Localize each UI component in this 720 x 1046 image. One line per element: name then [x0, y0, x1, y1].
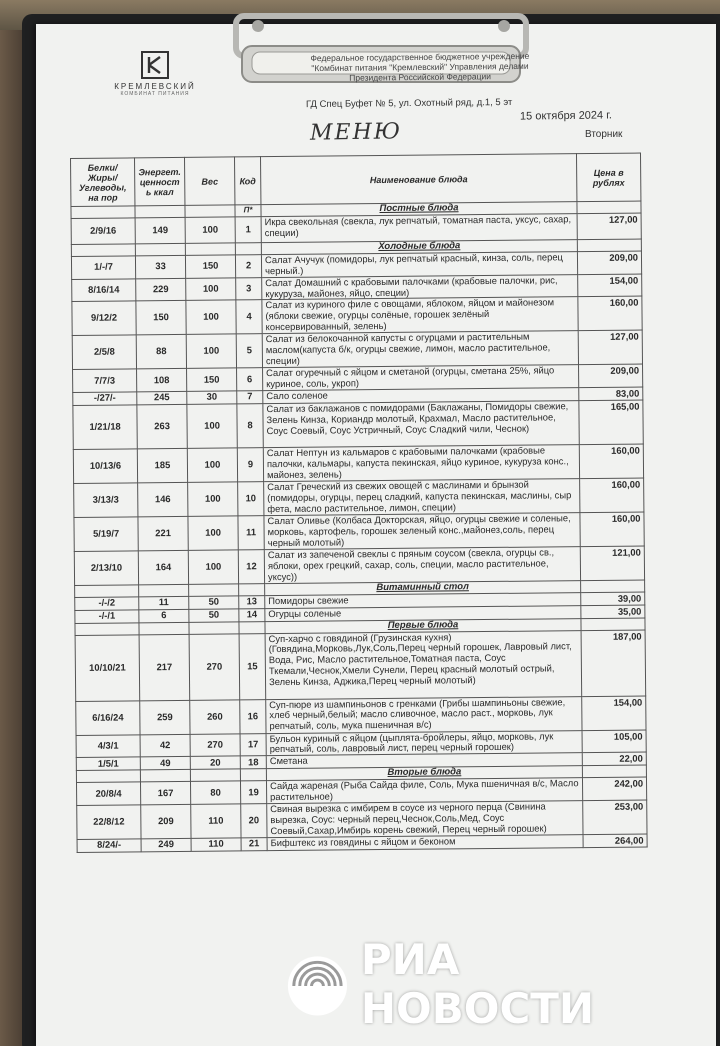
logo-subtitle: КОМБИНАТ ПИТАНИЯ	[120, 91, 190, 97]
weight-cell: 100	[187, 448, 237, 482]
logo-name: КРЕМЛЕВСКИЙ	[114, 82, 196, 91]
kcal-cell: 229	[136, 278, 186, 301]
weight-cell: 150	[185, 255, 235, 278]
bju-cell: 4/3/1	[76, 734, 140, 757]
price-cell: 127,00	[578, 330, 642, 364]
dish-name-cell: Салат из куриного филе с овощами, яблоком, яйцом и майонезом (яблоки свежие, огурцы солёные, горошек зелёный консервированный, зелень)	[262, 297, 578, 334]
bju-cell: -/-/1	[75, 610, 139, 624]
weight-cell: 150	[187, 368, 237, 391]
kcal-cell: 108	[137, 369, 187, 392]
weight-cell: 100	[187, 404, 237, 448]
weight-cell: 30	[187, 391, 237, 404]
weight-cell: 100	[186, 300, 236, 334]
price-cell: 22,00	[582, 752, 646, 766]
column-header-weight: Вес	[184, 157, 234, 205]
empty-cell	[135, 205, 185, 217]
code-cell: 4	[236, 300, 262, 334]
dish-name-cell: Сало соленое	[263, 388, 579, 404]
section-title: Вторые блюда	[266, 766, 582, 781]
kcal-cell: 245	[137, 391, 187, 404]
empty-cell	[139, 622, 189, 634]
bju-cell: 8/16/14	[72, 279, 136, 302]
dish-name-cell: Салат из запеченой свеклы с пряным соусом (свекла, огурцы св., яблоки, орех грецкий, сахар, соль, специи, масло растительное, уксус))	[264, 546, 580, 583]
org-line: "Комбинат питания "Кремлевский" Управления делами	[311, 60, 529, 74]
kcal-cell: 249	[141, 838, 191, 851]
price-cell: 187,00	[581, 630, 646, 697]
price-cell: 165,00	[579, 400, 643, 445]
code-cell: 12	[238, 550, 264, 584]
code-cell: 19	[240, 781, 266, 804]
empty-cell	[71, 206, 135, 219]
code-cell: 7	[237, 391, 263, 404]
code-cell: 18	[240, 756, 266, 769]
code-cell: 20	[241, 804, 267, 838]
bju-cell: 20/8/4	[76, 782, 140, 805]
bju-cell: -/-/2	[75, 597, 139, 611]
price-cell: 105,00	[582, 729, 646, 752]
section-title: Витаминный стол	[265, 580, 581, 595]
menu-weekday: Вторник	[585, 129, 623, 140]
empty-cell	[577, 239, 641, 252]
bju-cell: 22/8/12	[77, 805, 141, 840]
price-cell: 209,00	[579, 364, 643, 387]
kcal-cell: 164	[138, 550, 188, 584]
code-cell: 11	[238, 516, 264, 550]
empty-cell	[189, 584, 239, 596]
bju-cell: 8/24/-	[77, 839, 141, 853]
bju-cell: 1/-/7	[71, 256, 135, 279]
kcal-cell: 6	[139, 609, 189, 622]
empty-cell	[71, 244, 135, 257]
kremlevsky-logo	[95, 50, 215, 97]
code-cell: 15	[239, 633, 266, 699]
kcal-cell: 259	[140, 700, 190, 734]
dish-name-cell: Помидоры свежие	[265, 592, 581, 608]
kcal-cell: 42	[140, 734, 190, 757]
weight-cell: 100	[186, 334, 236, 368]
empty-cell	[135, 243, 185, 255]
code-cell: 8	[237, 404, 263, 448]
code-cell: 16	[240, 699, 266, 733]
kcal-cell: 88	[136, 335, 186, 369]
table-row	[74, 546, 644, 585]
column-header-price: Цена в рублях	[576, 153, 640, 202]
bju-cell: 1/21/18	[73, 405, 137, 450]
kcal-cell: 217	[139, 634, 190, 700]
table-header-row	[71, 153, 641, 206]
p-mark-cell	[240, 769, 266, 781]
dish-name-cell: Салат огуречный с яйцом и сметаной (огурцы, сметана 25%, яйцо куриное, соль, укроп)	[263, 365, 579, 391]
code-cell: 5	[236, 334, 262, 368]
weight-cell: 100	[185, 217, 235, 243]
dish-name-cell: Огурцы соленые	[265, 605, 581, 621]
empty-cell	[577, 201, 641, 214]
dish-name-cell: Суп-пюре из шампиньонов с гренками (Грибы шампиньоны свежие, хлеб черный,белый; масло сливочное, масло раст., морковь, лук репчатый, соль, мука пшеничная в/с)	[266, 696, 582, 733]
table-row	[72, 296, 642, 335]
weight-cell: 270	[190, 733, 240, 756]
price-cell: 121,00	[580, 546, 644, 581]
price-cell: 253,00	[583, 800, 647, 835]
bju-cell: 1/5/1	[76, 757, 140, 771]
p-mark-cell	[235, 243, 261, 255]
dish-name-cell: Икра свекольная (свекла, лук репчатый, томатная паста, уксус, сахар, специи)	[261, 214, 577, 243]
bju-cell: 10/10/21	[75, 634, 140, 701]
menu-table-body	[71, 201, 647, 852]
price-cell: 83,00	[579, 387, 643, 401]
dish-name-cell: Салат Греческий из свежих овощей с маслинами и брынзой (помидоры, огурцы, перец сладкий, капуста пекинская, маслины, сыр фета, масло растительное, лимон, специи)	[264, 478, 580, 515]
empty-cell	[75, 585, 139, 598]
empty-cell	[189, 621, 239, 633]
table-row	[72, 330, 642, 369]
bju-cell: -/27/-	[73, 392, 137, 406]
bju-cell: 7/7/3	[73, 369, 137, 392]
dish-name-cell: Суп-харчо с говядиной (Грузинская кухня) (Говядина,Морковь,Лук,Соль,Перец черный горошек, Лавровый лист, Вода, Рис, Масло растительное,Томатная паста, Соус Ткемали,Чеснок,Хмели Сунели, Перец красный молотый острый, Зелень Кинза, Аджика,Перец черный молотый)	[265, 630, 582, 699]
weight-cell: 110	[191, 838, 241, 851]
org-line: Президента Российской Федерации	[349, 71, 492, 83]
kcal-cell: 185	[137, 448, 187, 482]
code-cell: 6	[237, 368, 263, 391]
weight-cell: 110	[191, 804, 241, 838]
empty-cell	[139, 584, 189, 596]
organization-header	[280, 51, 560, 84]
column-header-bju: Белки/ Жиры/ Углеводы, на пор	[71, 158, 135, 207]
weight-cell: 100	[188, 516, 238, 550]
empty-cell	[185, 243, 235, 255]
code-cell: 3	[236, 277, 262, 300]
kcal-cell: 11	[139, 596, 189, 609]
dish-name-cell: Бульон куриный с яйцом (цыплята-бройлеры, яйцо, морковь, лук репчатый, соль, лавровый лист, перец черный горошек)	[266, 730, 582, 756]
weight-cell: 100	[188, 550, 238, 584]
dish-name-cell: Салат Ачучук (помидоры, лук репчатый красный, кинза, соль, перец черный.)	[261, 251, 577, 277]
dish-name-cell: Салат Домашний с крабовыми палочками (крабовые палочки, рис, кукуруза, майонез, яйцо, специи)	[262, 274, 578, 300]
kcal-cell: 263	[137, 404, 187, 448]
table-row	[76, 695, 646, 734]
code-cell: 2	[235, 254, 261, 277]
buffet-address: ГД Спец Буфет № 5, ул. Охотный ряд, д.1, 5 эт	[305, 96, 513, 111]
p-mark-cell	[239, 584, 265, 596]
code-cell: 13	[239, 595, 265, 608]
column-header-energy: Энергет. ценност ь ккал	[135, 157, 185, 205]
kcal-cell: 209	[141, 804, 191, 838]
kcal-cell: 33	[135, 255, 185, 278]
dish-name-cell: Салат Нептун из кальмаров с крабовыми палочками (крабовые палочки, кальмары, капуста пекинская, яйцо куриное, кукуруза конс., майонез, зелень)	[263, 444, 579, 481]
p-mark-cell: П*	[235, 205, 261, 217]
price-cell: 154,00	[582, 695, 646, 730]
kcal-cell: 167	[140, 781, 190, 804]
empty-cell	[140, 770, 190, 782]
menu-date: 15 октября 2024 г.	[519, 109, 612, 123]
weight-cell: 50	[189, 596, 239, 609]
empty-cell	[75, 622, 139, 635]
weight-cell: 100	[186, 278, 236, 301]
price-cell: 242,00	[582, 777, 646, 800]
bju-cell: 5/19/7	[74, 517, 138, 552]
section-title: Первые блюда	[265, 618, 581, 633]
column-header-name: Наименование блюда	[260, 154, 576, 205]
bju-cell: 2/9/16	[71, 218, 135, 245]
p-mark-cell	[239, 621, 265, 633]
code-cell: 14	[239, 608, 265, 621]
dish-name-cell: Салат Оливье (Колбаса Докторская, яйцо, огурцы свежие и соленые, морковь, картофель, горошек зеленый конс.,майонез,соль, перец черный молотый)	[264, 512, 580, 549]
watermark-text: РИА НОВОСТИ	[360, 935, 595, 1033]
dish-name-cell: Свиная вырезка с имбирем в соусе из черного перца (Свинина вырезка, Соус: черный перец,Чеснок,Соль,Мед, Соус Соевый,Сахар,Имбирь корень свежий, Перец черный горошек)	[267, 801, 583, 838]
bju-cell: 6/16/24	[76, 700, 140, 735]
empty-cell	[190, 769, 240, 781]
weight-cell: 80	[190, 781, 240, 804]
bju-cell: 10/13/6	[73, 449, 137, 484]
page-title: МЕНЮ	[309, 119, 403, 146]
price-cell: 160,00	[579, 444, 643, 479]
table-row	[74, 512, 644, 551]
org-line: Федеральное государственное бюджетное учреждение	[310, 50, 530, 64]
kcal-cell: 221	[138, 516, 188, 550]
bju-cell: 9/12/2	[72, 301, 136, 336]
bju-cell: 2/5/8	[72, 335, 136, 369]
dish-name-cell: Салат из баклажанов с помидорами (Баклажаны, Помидоры свежие, Зелень Кинза, Кориандр молотый, Крахмал, Масло растительное, Соус Соевый, Соус Устричный, Соус Сладкий чили, Чеснок)	[263, 401, 579, 448]
price-cell: 160,00	[578, 296, 642, 331]
price-cell: 209,00	[577, 251, 641, 274]
kcal-cell: 146	[138, 482, 188, 516]
logo-k-icon	[140, 50, 170, 80]
code-cell: 1	[235, 217, 261, 243]
table-row	[73, 444, 643, 483]
price-cell: 160,00	[580, 478, 644, 513]
code-cell: 21	[241, 838, 267, 851]
table-row	[73, 400, 643, 449]
empty-cell	[581, 618, 645, 631]
code-cell: 10	[238, 482, 264, 516]
kcal-cell: 150	[136, 301, 186, 335]
bju-cell: 3/13/3	[74, 483, 138, 518]
price-cell: 39,00	[581, 592, 645, 606]
kcal-cell: 149	[135, 217, 185, 243]
price-cell: 127,00	[577, 213, 641, 240]
price-cell: 160,00	[580, 512, 644, 547]
weight-cell: 50	[189, 609, 239, 622]
weight-cell: 20	[190, 756, 240, 769]
empty-cell	[582, 765, 646, 778]
table-row	[75, 630, 646, 701]
menu-table-wrapper	[70, 153, 647, 853]
empty-cell	[581, 580, 645, 593]
dish-name-cell: Сметана	[266, 753, 582, 769]
column-header-code: Код	[234, 157, 260, 205]
ria-logo-icon	[282, 948, 355, 1020]
section-title: Постные блюда	[261, 202, 577, 217]
menu-table	[70, 153, 648, 853]
section-title: Холодные блюда	[261, 240, 577, 255]
dish-name-cell: Бифштекс из говядины с яйцом и беконом	[267, 835, 583, 851]
table-row	[77, 800, 647, 839]
code-cell: 17	[240, 733, 266, 756]
price-cell: 154,00	[578, 274, 642, 297]
price-cell: 264,00	[583, 834, 647, 848]
dish-name-cell: Салат из белокочанной капусты с огурцами и растительным маслом(капуста б/к, огурцы свежие, лимон, масло растительное, специи)	[262, 331, 578, 368]
ria-novosti-watermark	[282, 935, 702, 1033]
price-cell: 35,00	[581, 605, 645, 619]
weight-cell: 260	[190, 699, 240, 733]
bju-cell: 2/13/10	[74, 551, 138, 586]
weight-cell: 270	[189, 633, 240, 699]
empty-cell	[76, 770, 140, 783]
empty-cell	[185, 205, 235, 217]
dish-name-cell: Сайда жареная (Рыба Сайда филе, Соль, Мука пшеничная в/с, Масло растительное)	[266, 778, 582, 804]
kcal-cell: 49	[140, 757, 190, 770]
weight-cell: 100	[188, 482, 238, 516]
code-cell: 9	[237, 448, 263, 482]
